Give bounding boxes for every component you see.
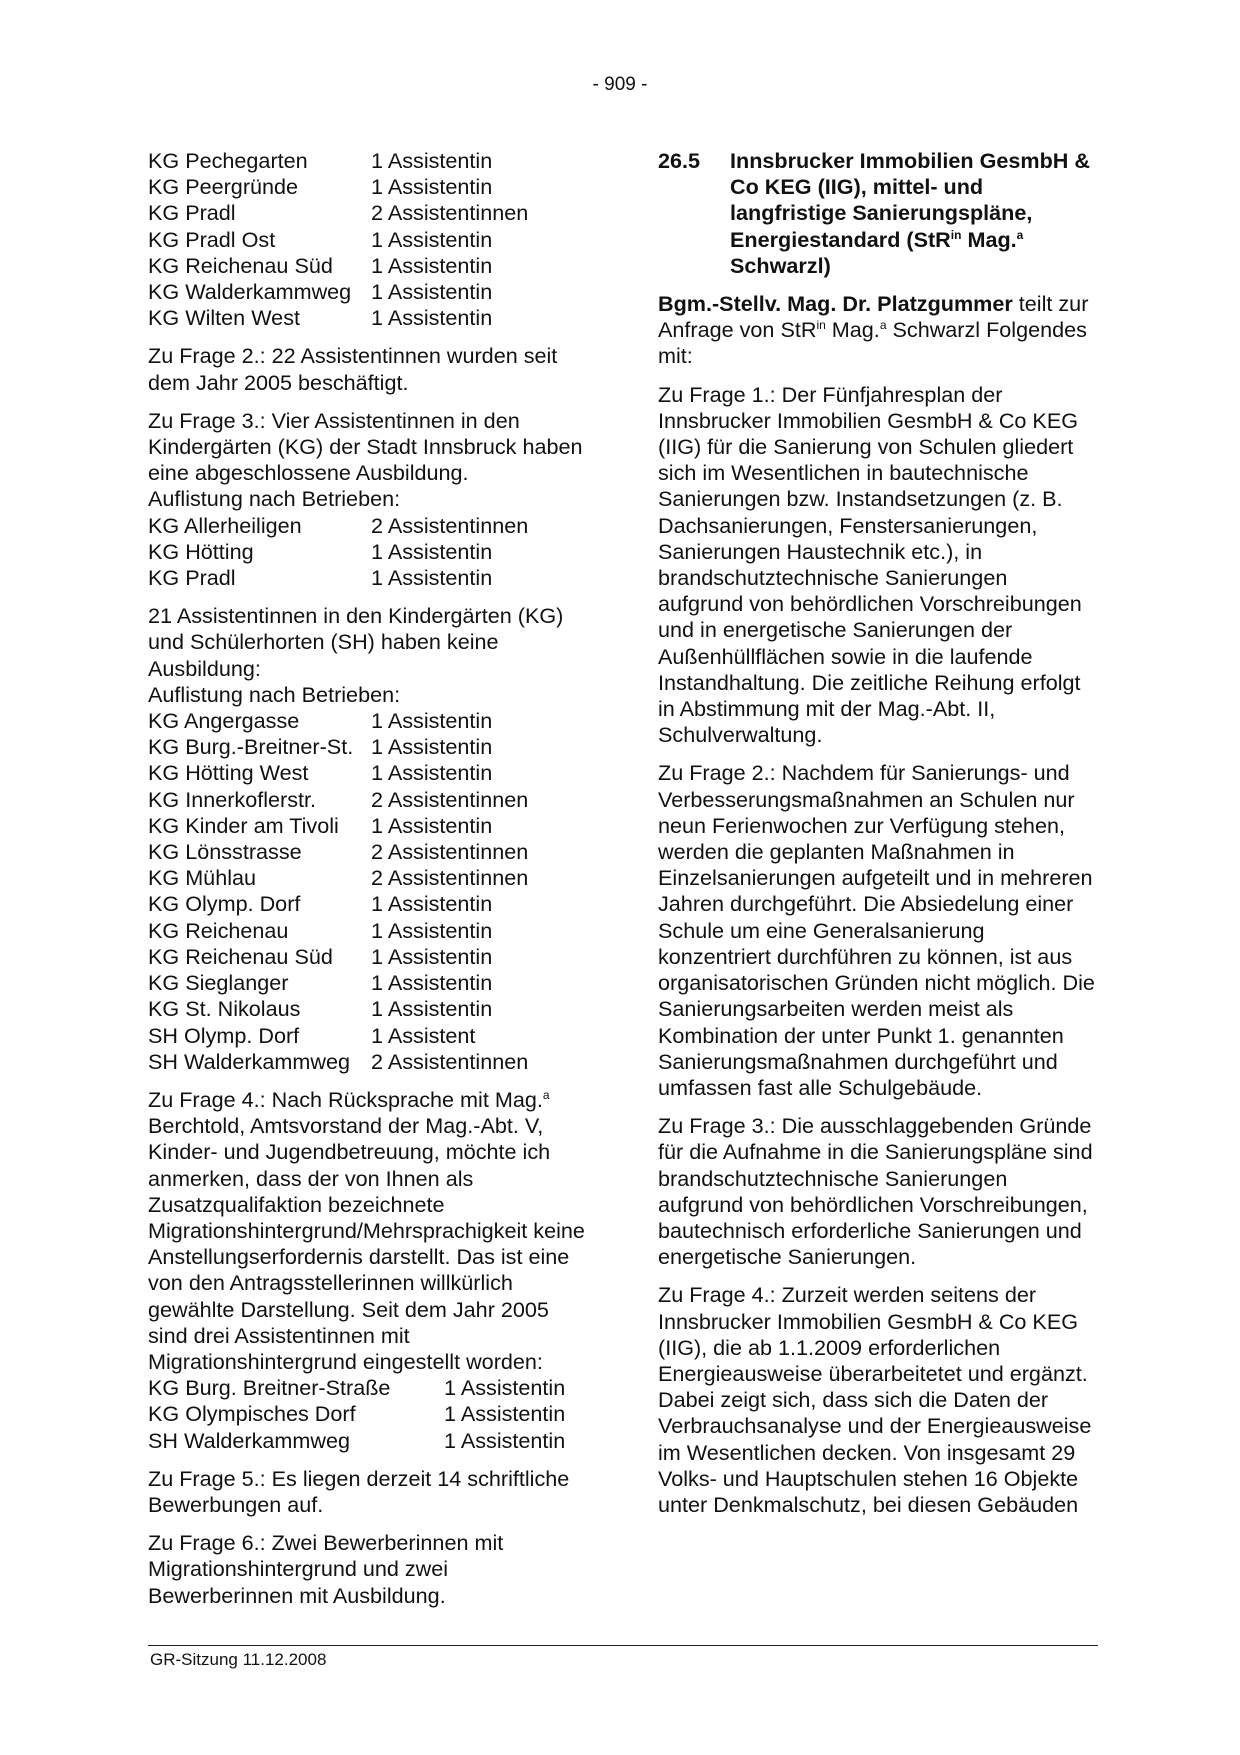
question-3-text: Zu Frage 3.: Vier Assistentinnen in den Kindergärten (KG) der Stadt Innsbruck haben eine abgeschlossene Ausbildung. xyxy=(148,407,583,486)
question-4-text: Zu Frage 4.: Nach Rücksprache mit Mag.$^a$ Berchtold, Amtsvorstand der Mag.-Abt. V, Kinder- und Jugendbetreuung, möchte ich anmerken, dass der von Ihnen als Zusatzqualifaktion bezeichnete Migrationshintergrund/Mehrsprachigkeit keine Anstellungserfordernis darstellt. Das ist eine von den Antragsstellerinnen willkürlich gewählte Darstellung. Seit dem Jahr 2005 sind drei Assistentinnen mit Migrationshintergrund eingestellt worden: xyxy=(148,1086,585,1374)
intro-paragraph: Bgm.-Stellv. Mag. Dr. Platzgummer teilt zur Anfrage von StR$^{in}$ Mag.$^a$ Schwarzl Folgendes mit: xyxy=(658,291,1089,369)
list-item: KG Peergründe 1 Assistentin xyxy=(148,174,493,200)
list-item: KG Reichenau Süd 1 Assistentin xyxy=(148,252,493,278)
list-item: KG Olympisches Dorf 1 Assistentin xyxy=(148,1401,566,1427)
left-column xyxy=(148,148,588,1621)
answer-question-5: Zu Frage 5.: Es liegen derzeit 14 schriftliche Bewerbungen auf. xyxy=(148,1465,570,1517)
footer-text: GR-Sitzung 11.12.2008 xyxy=(150,1650,327,1669)
answer-question-6: Zu Frage 6.: Zwei Bewerberinnen mit Migrationshintergrund und zwei Bewerberinnen mit Ausbildung. xyxy=(148,1530,504,1608)
section-heading xyxy=(658,148,1098,279)
list-item: KG Hötting West 1 Assistentin xyxy=(148,760,493,786)
no-training-text: 21 Assistentinnen in den Kindergärten (KG) und Schülerhorten (SH) haben keine Ausbildung: xyxy=(148,603,564,681)
list-item: KG Wilten West 1 Assistentin xyxy=(148,305,493,331)
answer-question-3 xyxy=(148,408,588,591)
list-item: KG Pechegarten 1 Assistentin xyxy=(148,148,493,173)
answer-question-2: Zu Frage 2.: Nachdem für Sanierungs- und Verbesserungsmaßnahmen an Schulen nur neun Ferienwochen zur Verfügung stehen, werden die geplanten Maßnahmen in Einzelsanierungen aufgeteilt und in mehreren Jahren durchgeführt. Die Absiedelung einer Schule um eine Generalsanierung konzentriert durchführen zu können, ist aus organisatorischen Gründen nicht möglich. Die Sanierungsarbeiten werden meist als Kombination der unter Punkt 1. genannten Sanierungsmaßnahmen durchgeführt und umfassen fast alle Schulgebäude. xyxy=(658,760,1095,1100)
section-number: 26.5 xyxy=(658,148,701,173)
list-item: KG Mühlau 2 Assistentinnen xyxy=(148,865,529,891)
list-item: KG Angergasse 1 Assistentin xyxy=(148,708,493,734)
page-number: - 909 - xyxy=(592,74,648,95)
list-item: KG Olymp. Dorf 1 Assistentin xyxy=(148,891,493,917)
list-item: KG Pradl 2 Assistentinnen xyxy=(148,200,529,226)
list-item: SH Olymp. Dorf 1 Assistent xyxy=(148,1022,476,1048)
list-item: KG Pradl Ost 1 Assistentin xyxy=(148,226,493,252)
list-heading: Auflistung nach Betrieben: xyxy=(148,681,401,707)
answer-question-4 xyxy=(148,1087,588,1454)
assistant-list-1 xyxy=(148,148,588,331)
list-item: SH Walderkammweg 1 Assistentin xyxy=(148,1427,566,1453)
list-item: KG St. Nikolaus 1 Assistentin xyxy=(148,996,493,1022)
list-item: KG Burg.-Breitner-St. 1 Assistentin xyxy=(148,734,493,760)
list-item: KG Reichenau Süd 1 Assistentin xyxy=(148,943,493,969)
no-training-section xyxy=(148,603,588,1075)
section-title: Innsbrucker Immobilien GesmbH & Co KEG (IIG), mittel- und langfristige Sanierungspläne, Energiestandard (StR$^{in}$ Mag.$^a$ Schwarzl) xyxy=(730,148,1090,278)
list-heading: Auflistung nach Betrieben: xyxy=(148,486,401,512)
list-item: KG Sieglanger 1 Assistentin xyxy=(148,970,493,996)
footer-divider xyxy=(148,1645,1098,1646)
list-item: KG Burg. Breitner-Straße 1 Assistentin xyxy=(148,1375,566,1401)
answer-question-2: Zu Frage 2.: 22 Assistentinnen wurden seit dem Jahr 2005 beschäftigt. xyxy=(148,343,558,395)
list-item: KG Lönsstrasse 2 Assistentinnen xyxy=(148,839,529,865)
list-item: SH Walderkammweg 2 Assistentinnen xyxy=(148,1048,529,1074)
answer-question-3: Zu Frage 3.: Die ausschlaggebenden Gründe für die Aufnahme in die Sanierungspläne sind brandschutztechnische Sanierungen aufgrund von behördlichen Vorschreibungen, bautechnisch erforderliche Sanierungen und energetische Sanierungen. xyxy=(658,1113,1093,1270)
right-column xyxy=(658,148,1098,1530)
list-item: KG Walderkammweg 1 Assistentin xyxy=(148,279,493,305)
list-item: KG Allerheiligen 2 Assistentinnen xyxy=(148,512,529,538)
list-item: KG Pradl 1 Assistentin xyxy=(148,565,493,591)
answer-question-1: Zu Frage 1.: Der Fünfjahresplan der Innsbrucker Immobilien GesmbH & Co KEG (IIG) für die Sanierung von Schulen gliedert sich im Wesentlichen in bautechnische Sanierungen bzw. Instandsetzungen (z. B. Dachsanierungen, Fenstersanierungen, Sanierungen Haustechnik etc.), in brandschutztechnische Sanierungen aufgrund von behördlichen Vorschreibungen und in energetische Sanierungen der Außenhüllflächen sowie in die laufende Instandhaltung. Die zeitliche Reihung erfolgt in Abstimmung mit der Mag.-Abt. II, Schulverwaltung. xyxy=(658,381,1082,748)
answer-question-4: Zu Frage 4.: Zurzeit werden seitens der Innsbrucker Immobilien GesmbH & Co KEG (IIG), die ab 1.1.2009 erforderlichen Energieausweise überarbeitetet und ergänzt. Dabei zeigt sich, dass sich die Daten der Verbrauchsanalyse und der Energieausweise im Wesentlichen decken. Von insgesamt 29 Volks- und Hauptschulen stehen 16 Objekte unter Denkmalschutz, bei diesen Gebäuden xyxy=(658,1282,1092,1517)
list-item: KG Kinder am Tivoli 1 Assistentin xyxy=(148,812,493,838)
list-item: KG Reichenau 1 Assistentin xyxy=(148,917,493,943)
list-item: KG Innerkoflerstr. 2 Assistentinnen xyxy=(148,786,529,812)
list-item: KG Hötting 1 Assistentin xyxy=(148,538,493,564)
